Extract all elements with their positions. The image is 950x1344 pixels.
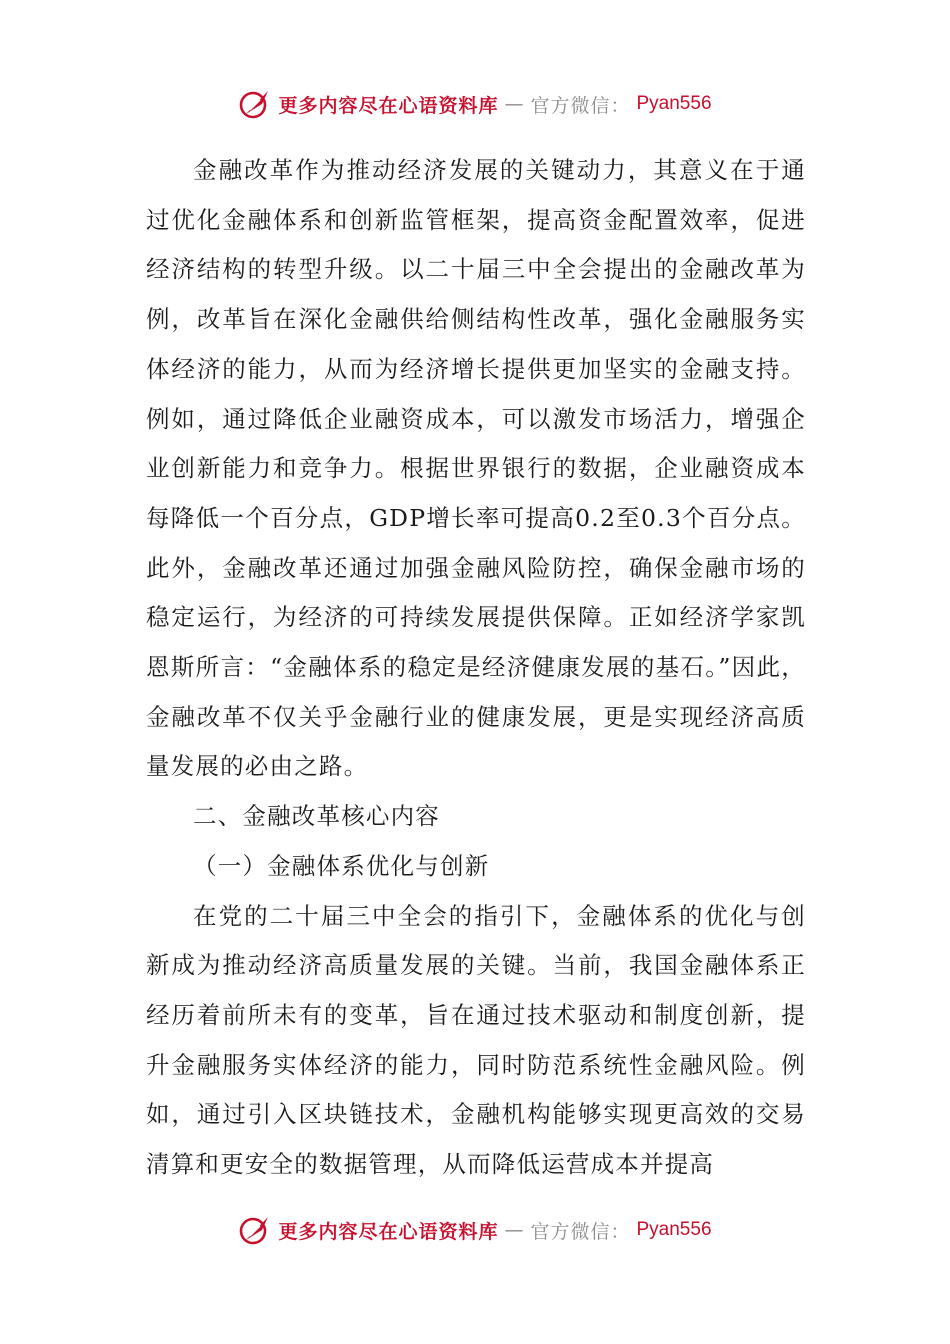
subsection-heading-2-1: （一）金融体系优化与创新 — [193, 851, 490, 880]
banner-dash: — — [504, 1219, 525, 1241]
quill-logo-icon — [238, 87, 272, 121]
banner-main-text: 更多内容尽在心语资料库 — [278, 94, 499, 117]
body-paragraph-2: 在党的二十届三中全会的指引下，金融体系的优化与创新成为推动经济高质量发展的关键。当前，我国金融体系正经历着前所未有的变革，旨在通过技术驱动和制度创新，提升金融服务实体经济的能力，同时防范系统性金融风险。例如，通过引入区块链技术，金融机构能够实现更高效的交易清算和更安全的数据管理，从而降低运营成本并提高 — [146, 901, 806, 1179]
banner-official-label: 官方微信： — [530, 94, 631, 117]
banner-wechat-handle: Pyan556 — [636, 93, 712, 114]
document-body — [146, 146, 806, 1190]
banner-main-text: 更多内容尽在心语资料库 — [278, 1220, 499, 1243]
header-banner — [0, 84, 950, 124]
banner-official-label: 官方微信： — [530, 1220, 631, 1243]
banner-dash: — — [504, 93, 525, 115]
quill-logo-icon — [238, 1213, 272, 1247]
banner-wechat-handle: Pyan556 — [636, 1219, 712, 1240]
body-paragraph-1: 金融改革作为推动经济发展的关键动力，其意义在于通过优化金融体系和创新监管框架，提高资金配置效率，促进经济结构的转型升级。以二十届三中全会提出的金融改革为例，改革旨在深化金融供给侧结构性改革，强化金融服务实体经济的能力，从而为经济增长提供更加坚实的金融支持。例如，通过降低企业融资成本，可以激发市场活力，增强企业创新能力和竞争力。根据世界银行的数据，企业融资成本每降低一个百分点，GDP增长率可提高0.2至0.3个百分点。此外，金融改革还通过加强金融风险防控，确保金融市场的稳定运行，为经济的可持续发展提供保障。正如经济学家凯恩斯所言：“金融体系的稳定是经济健康发展的基石。”因此，金融改革不仅关乎金融行业的健康发展，更是实现经济高质量发展的必由之路。 — [146, 156, 806, 781]
section-heading-2: 二、金融改革核心内容 — [193, 802, 440, 831]
footer-banner — [0, 1210, 950, 1250]
